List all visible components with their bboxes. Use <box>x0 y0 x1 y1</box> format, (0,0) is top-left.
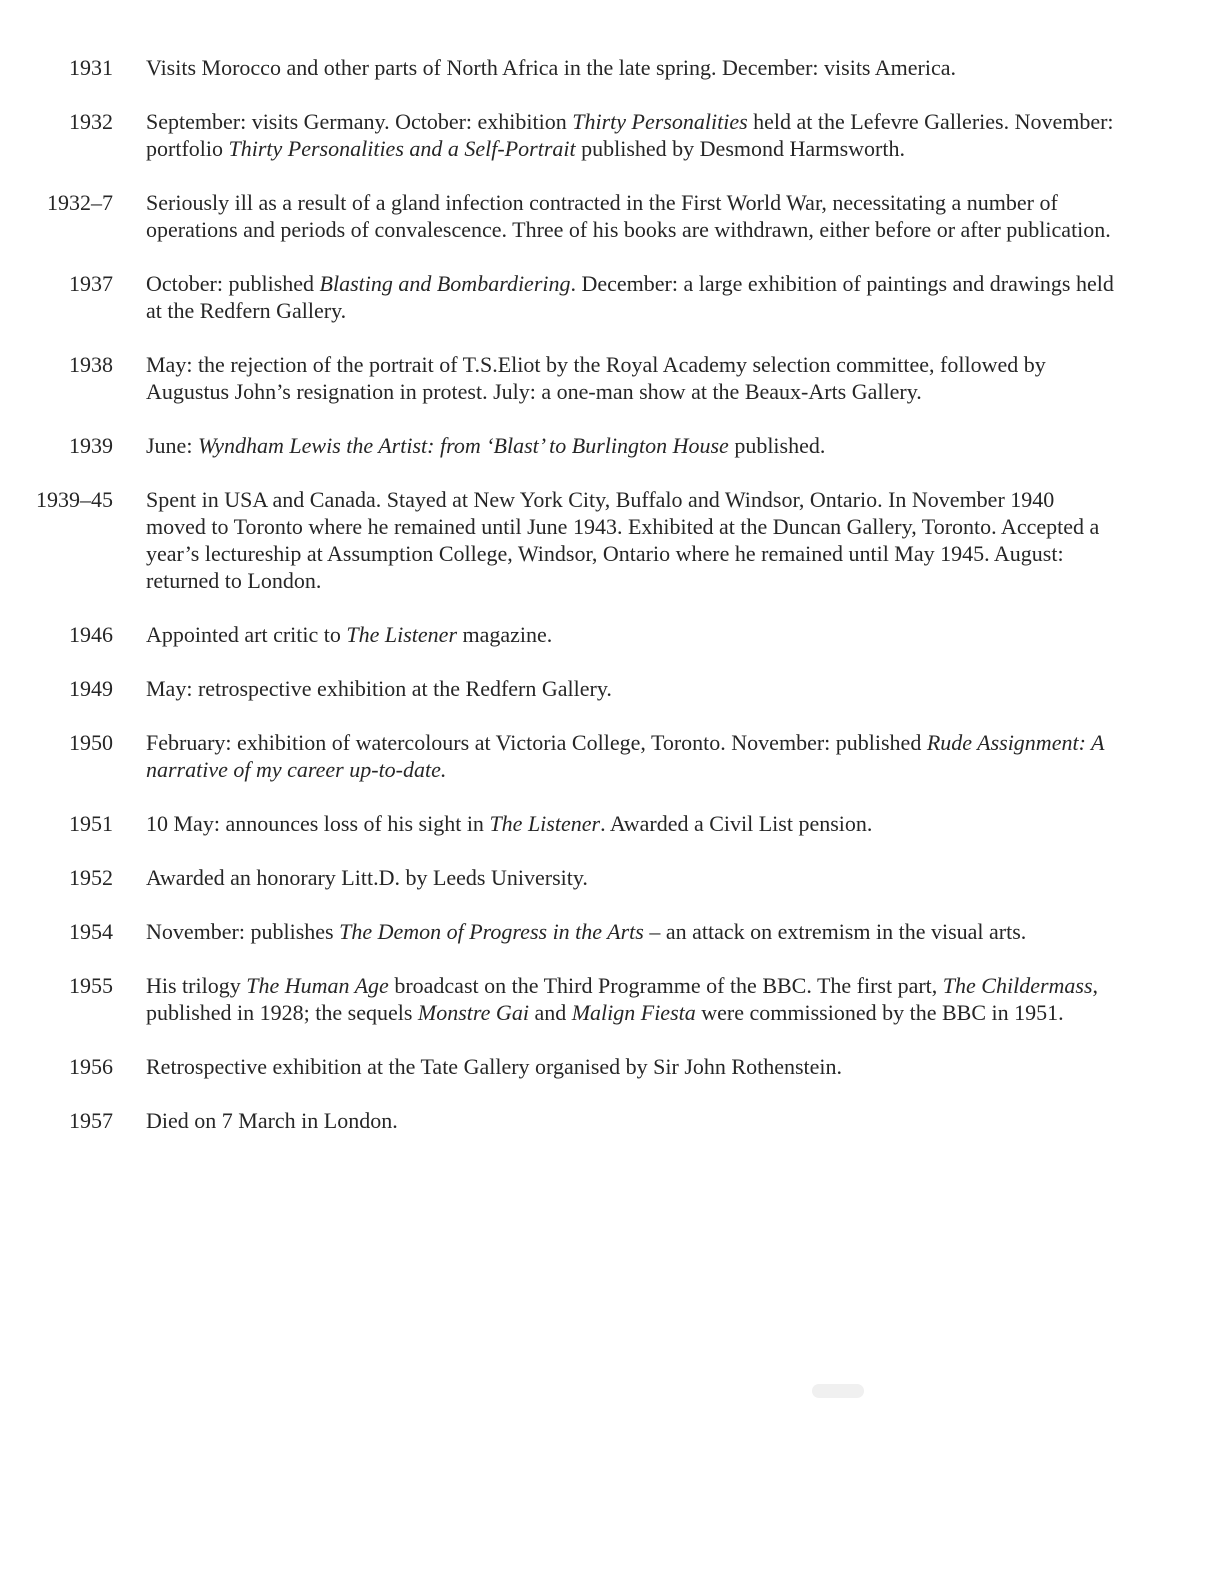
entry-text <box>146 108 1116 162</box>
entry-text <box>146 351 1116 405</box>
entry-text <box>146 621 1116 648</box>
chronology-entry <box>0 621 1220 648</box>
chronology-entry <box>0 972 1220 1026</box>
entry-text-segment: June: <box>146 433 198 458</box>
entry-year: 1946 <box>69 622 113 647</box>
entry-text-segment: May: the rejection of the portrait of T.S.Eliot by the Royal Academy selection committee, followed by Augustus John’s resignation in protest. July: a one-man show at the Beaux-Arts Gallery. <box>146 352 1046 404</box>
entry-text-segment: , published in 1928; the sequels <box>146 973 1099 1025</box>
entry-text-italic: Malign Fiesta <box>571 1000 696 1025</box>
entry-text <box>146 1107 1116 1134</box>
entry-text <box>146 1053 1116 1080</box>
entry-year: 1939 <box>69 433 113 458</box>
entry-text-segment: May: retrospective exhibition at the Redfern Gallery. <box>146 676 612 701</box>
entry-year: 1955 <box>69 973 113 998</box>
entry-text-italic: The Childermass <box>942 973 1093 998</box>
chronology-entry <box>0 729 1220 783</box>
entry-text-italic: Thirty Personalities <box>572 109 748 134</box>
entry-year: 1932 <box>69 109 113 134</box>
entry-text-segment: September: visits Germany. October: exhibition <box>146 109 573 134</box>
entry-text-segment: November: publishes <box>146 919 340 944</box>
entry-text <box>146 432 1116 459</box>
entry-year: 1950 <box>69 730 113 755</box>
entry-year: 1931 <box>69 55 113 80</box>
entry-text-segment: . December: a large exhibition of paintings and drawings held at the Redfern Gallery. <box>146 271 1114 323</box>
chronology-entry <box>0 810 1220 837</box>
entry-text <box>146 972 1116 1026</box>
entry-text-segment: October: published <box>146 271 320 296</box>
entry-text-italic: Rude Assignment: A narrative of my career up-to-date. <box>146 730 1105 782</box>
entry-text-segment: February: exhibition of watercolours at Victoria College, Toronto. November: published <box>146 730 927 755</box>
entry-text-segment: and <box>528 1000 572 1025</box>
entry-text-segment: published by Desmond Harmsworth. <box>575 136 905 161</box>
entry-year: 1932–7 <box>47 190 113 215</box>
chronology-entry <box>0 54 1220 81</box>
entry-text-segment: broadcast on the Third Programme of the BBC. The first part, <box>388 973 943 998</box>
entry-text-segment: published. <box>728 433 826 458</box>
entry-text-segment: held at the Lefevre Galleries. November: portfolio <box>146 109 1114 161</box>
entry-text <box>146 675 1116 702</box>
entry-text-segment: Spent in USA and Canada. Stayed at New York City, Buffalo and Windsor, Ontario. In November 1940 moved to Toronto where he remained until June 1943. Exhibited at the Duncan Gallery, Toronto. Accepted a year’s lectureship at Assumption College, Windsor, Ontario where he remained until May 1945. August: returned to London. <box>146 487 1100 593</box>
entry-text-segment: . Awarded a Civil List pension. <box>600 811 873 836</box>
entry-text-segment: His trilogy <box>146 973 247 998</box>
entry-text-segment: Seriously ill as a result of a gland infection contracted in the First World War, necessitating a number of operations and periods of convalescence. Three of his books are withdrawn, either before or after publication. <box>146 190 1111 242</box>
entry-text-italic: The Demon of Progress in the Arts <box>339 919 644 944</box>
chronology-entry <box>0 108 1220 162</box>
chronology-entry <box>0 189 1220 243</box>
entry-text <box>146 270 1116 324</box>
entry-text <box>146 189 1116 243</box>
entry-text-segment: Appointed art critic to <box>146 622 347 647</box>
entry-text-segment: – an attack on extremism in the visual arts. <box>643 919 1027 944</box>
chronology-entry <box>0 1107 1220 1134</box>
chronology-entry <box>0 270 1220 324</box>
entry-year: 1957 <box>69 1108 113 1133</box>
entry-text <box>146 810 1116 837</box>
entry-year: 1952 <box>69 865 113 890</box>
chronology-list <box>0 54 1220 1161</box>
entry-text-italic: The Human Age <box>246 973 389 998</box>
chronology-entry <box>0 1053 1220 1080</box>
chronology-entry <box>0 432 1220 459</box>
entry-text-segment: Retrospective exhibition at the Tate Gallery organised by Sir John Rothenstein. <box>146 1054 843 1079</box>
entry-text <box>146 864 1116 891</box>
entry-text-segment: were commissioned by the BBC in 1951. <box>695 1000 1064 1025</box>
entry-text-italic: Wyndham Lewis the Artist: from ‘Blast’ to Burlington House <box>197 433 729 458</box>
entry-text-italic: The Listener <box>346 622 458 647</box>
chronology-entry <box>0 675 1220 702</box>
entry-year: 1951 <box>69 811 113 836</box>
entry-text-italic: Thirty Personalities and a Self-Portrait <box>228 136 576 161</box>
paper-smudge <box>812 1384 864 1398</box>
entry-text <box>146 729 1116 783</box>
entry-text-segment: Awarded an honorary Litt.D. by Leeds University. <box>146 865 588 890</box>
entry-year: 1954 <box>69 919 113 944</box>
chronology-entry <box>0 486 1220 594</box>
chronology-entry <box>0 351 1220 405</box>
entry-text-segment: Died on 7 March in London. <box>146 1108 398 1133</box>
entry-year: 1937 <box>69 271 113 296</box>
entry-text-segment: 10 May: announces loss of his sight in <box>146 811 490 836</box>
entry-text-italic: The Listener <box>489 811 601 836</box>
entry-text <box>146 486 1116 594</box>
entry-text <box>146 54 1116 81</box>
entry-text-segment: magazine. <box>457 622 553 647</box>
chronology-entry <box>0 864 1220 891</box>
chronology-entry <box>0 918 1220 945</box>
entry-year: 1949 <box>69 676 113 701</box>
entry-year: 1938 <box>69 352 113 377</box>
entry-year: 1939–45 <box>36 487 113 512</box>
entry-text-segment: Visits Morocco and other parts of North Africa in the late spring. December: visits America. <box>146 55 957 80</box>
entry-text <box>146 918 1116 945</box>
entry-text-italic: Blasting and Bombardiering <box>319 271 571 296</box>
entry-year: 1956 <box>69 1054 113 1079</box>
entry-text-italic: Monstre Gai <box>417 1000 529 1025</box>
